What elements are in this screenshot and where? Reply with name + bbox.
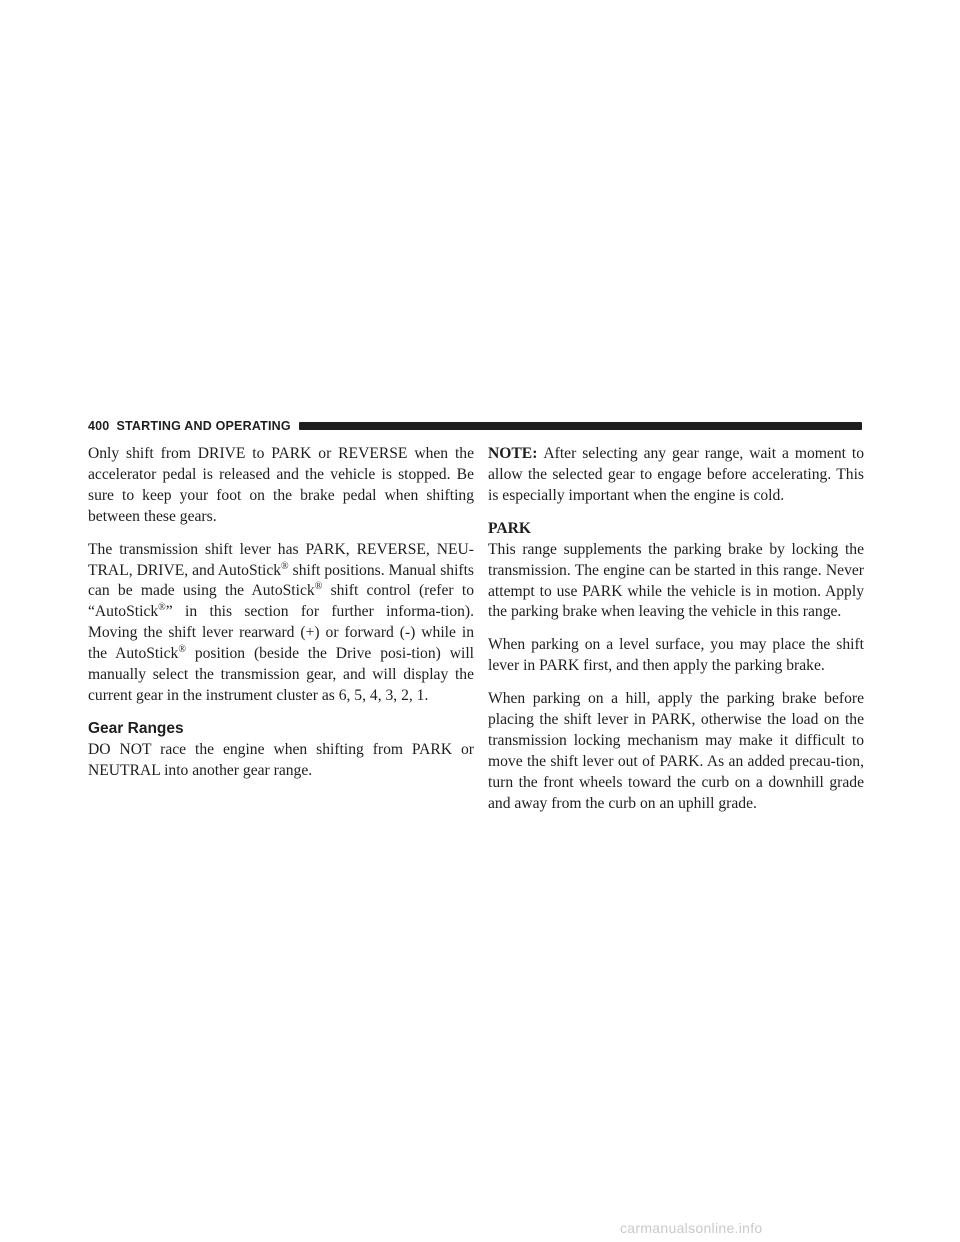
text-fragment: shift positions. Manual shifts can be made using the AutoStick xyxy=(88,561,475,600)
page-number: 400 xyxy=(88,419,110,433)
paragraph-level-surface: When parking on a level surface, you may place the shift lever in PARK first, and then apply the parking brake. xyxy=(488,636,864,675)
note-label: NOTE: xyxy=(488,445,538,462)
paragraph-shift-drive-park: Only shift from DRIVE to PARK or REVERSE when the accelerator pedal is released and the vehicle is stopped. Be sure to keep your foot on the brake pedal when shifting between these gears. xyxy=(88,445,474,525)
text-fragment: ” in this section for further informa-tion). Moving the shift lever rearward (+) or forward (-) while in the AutoStick xyxy=(88,603,474,663)
text-fragment: shift control (refer to “AutoStick xyxy=(88,582,474,621)
text-fragment: The transmission shift lever has PARK, REVERSE, NEU-TRAL, DRIVE, and AutoStick xyxy=(88,540,474,579)
registered-mark: ® xyxy=(314,581,323,593)
page-header xyxy=(88,416,862,436)
paragraph-do-not-race: DO NOT race the engine when shifting from PARK or NEUTRAL into another gear range. xyxy=(88,740,474,779)
text-fragment: position (beside the Drive posi-tion) will manually select the transmission gear, and will display the current gear in the instrument cluster as 6, 5, 4, 3, 2, 1. xyxy=(88,645,474,704)
paragraph-note xyxy=(488,444,864,507)
paragraph-hill-parking: When parking on a hill, apply the parking brake before placing the shift lever in PARK, otherwise the load on the transmission locking mechanism may make it difficult to move the shift lever out of PARK. As an added precau-tion, turn the front wheels toward the curb on a downhill grade and away from the curb on an uphill grade. xyxy=(488,690,864,812)
registered-mark: ® xyxy=(178,643,186,655)
watermark: carmanualsonline.info xyxy=(620,1220,763,1236)
right-column xyxy=(488,444,864,827)
heading-gear-ranges: Gear Ranges xyxy=(88,719,184,737)
paragraph-shift-lever-positions xyxy=(88,540,474,707)
paragraph-park-range: This range supplements the parking brake by locking the transmission. The engine can be started in this range. Never attempt to use PARK while the vehicle is in motion. Apply the parking brake when leaving the vehicle in this range. xyxy=(488,540,864,621)
registered-mark: ® xyxy=(158,602,166,614)
note-text: After selecting any gear range, wait a moment to allow the selected gear to engage before accelerating. This is especially important when the engine is cold. xyxy=(488,445,864,504)
section-title: STARTING AND OPERATING xyxy=(116,419,291,433)
left-column xyxy=(88,444,474,794)
header-rule xyxy=(299,422,862,430)
heading-park: PARK xyxy=(488,519,532,537)
registered-mark: ® xyxy=(281,560,289,572)
